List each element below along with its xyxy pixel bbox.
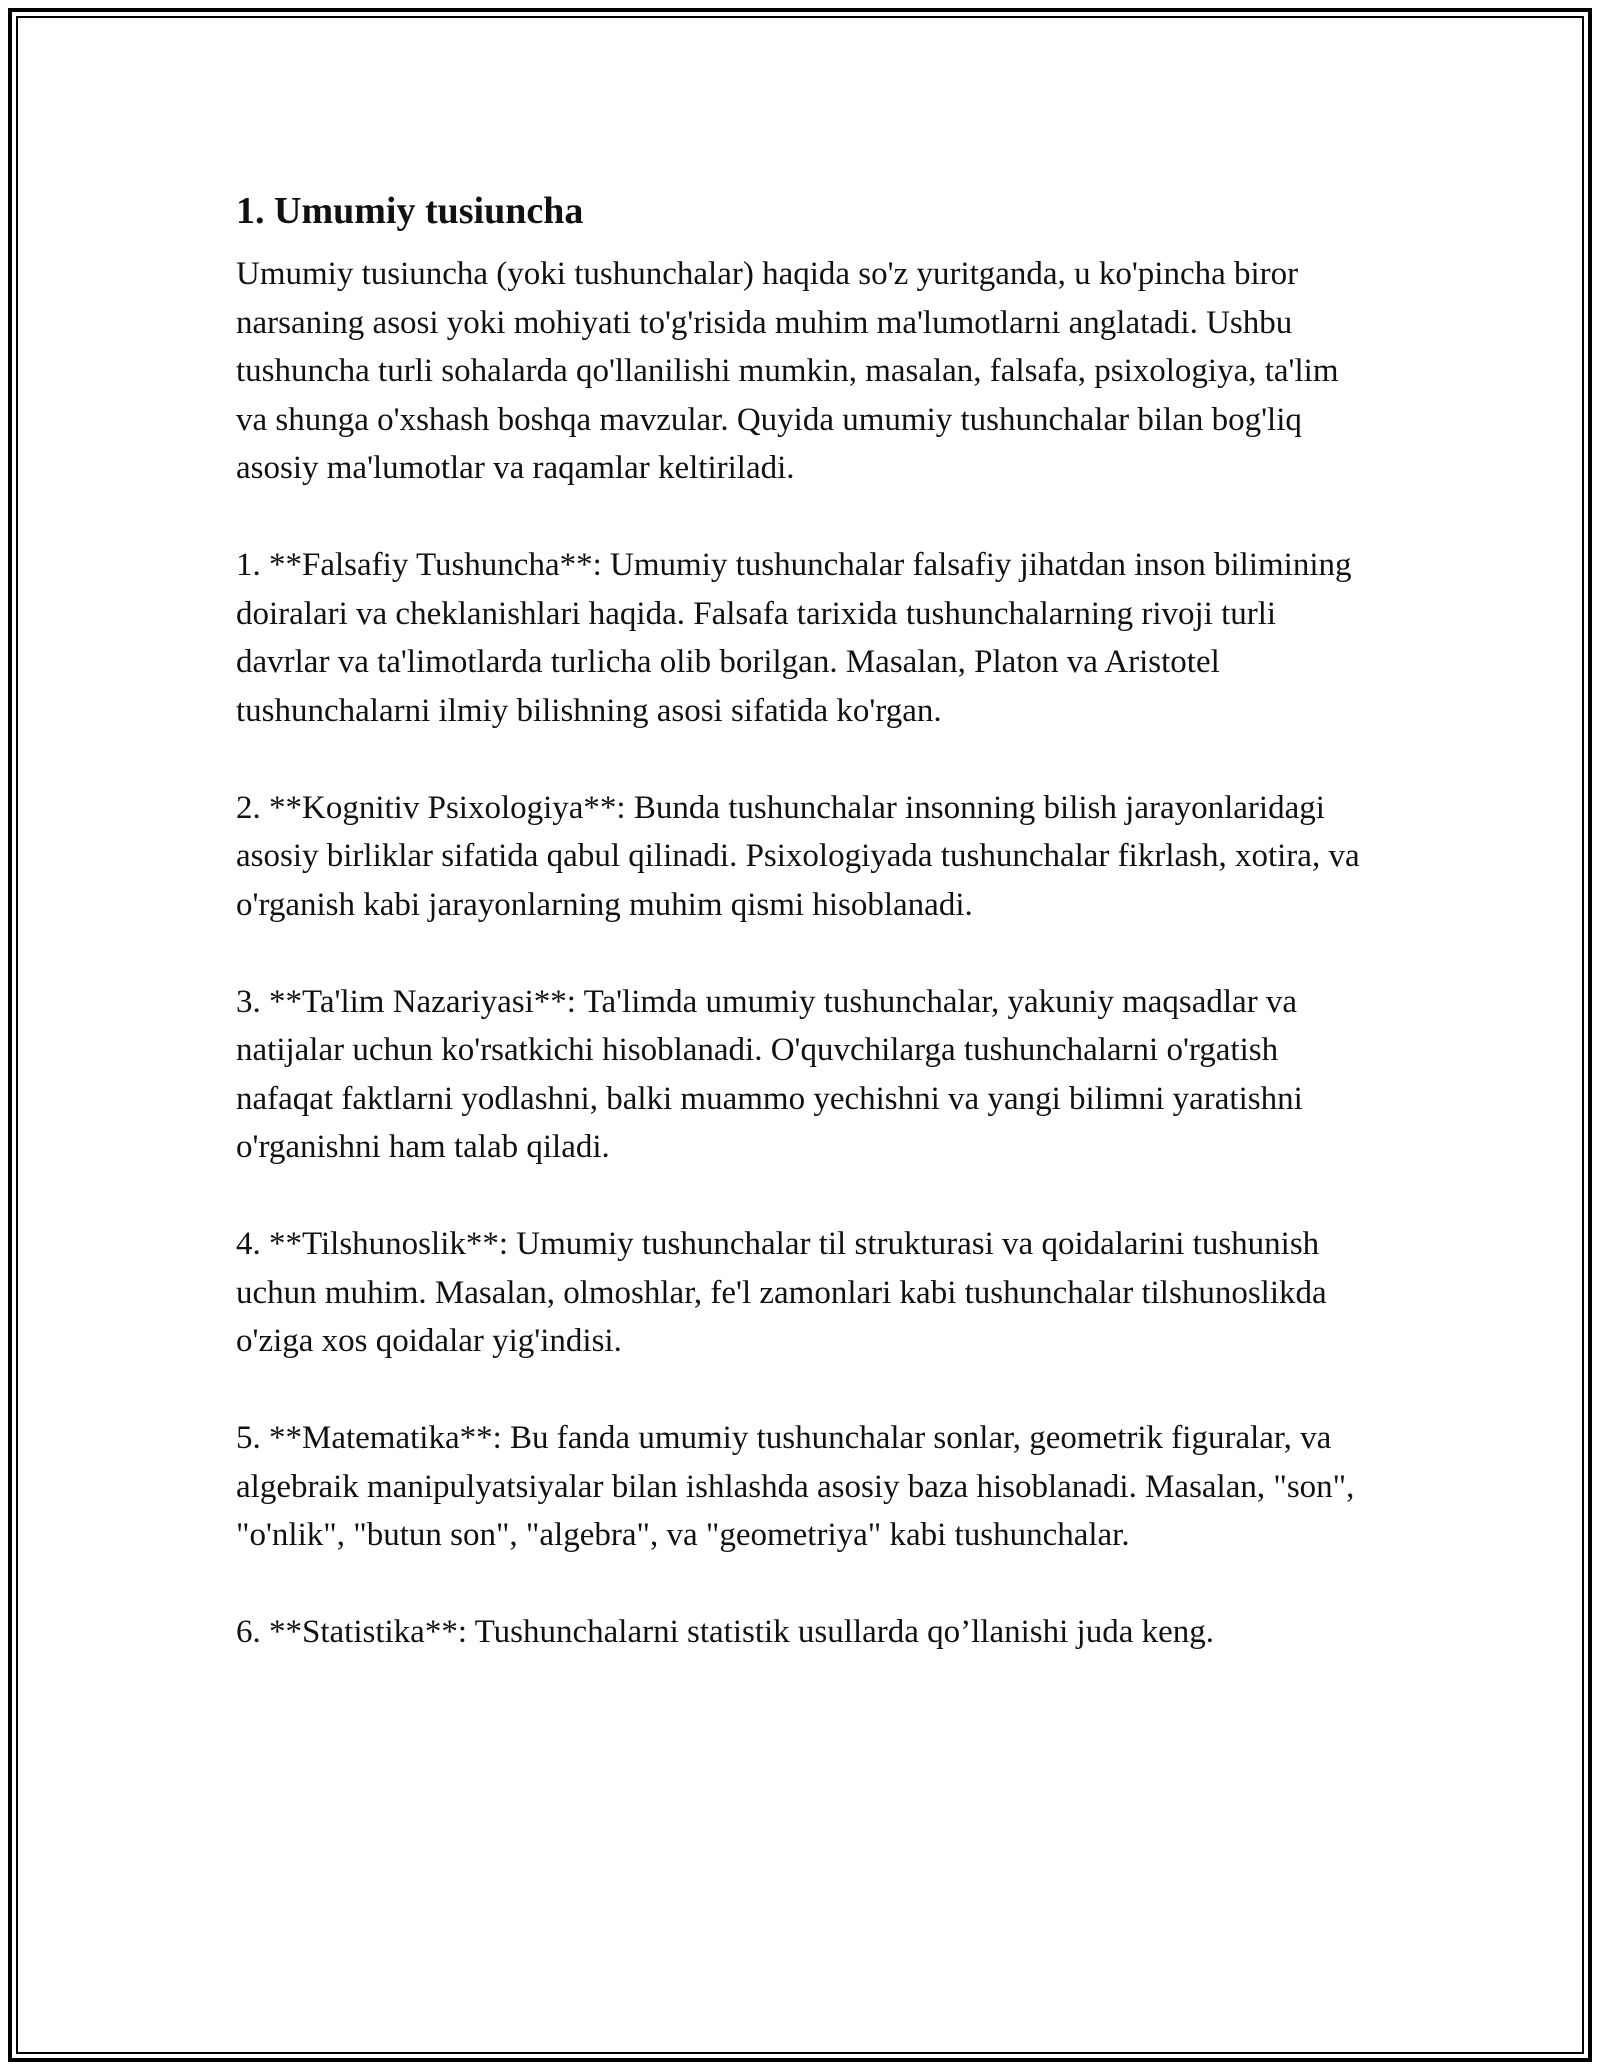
section-heading: 1. Umumiy tusiuncha <box>236 190 584 232</box>
document-body <box>236 186 1366 1705</box>
item-tilshunoslik: 4. **Tilshunoslik**: Umumiy tushunchalar til strukturasi va qoidalarini tushunish uchun muhim. Masalan, olmoshlar, fe'l zamonlari kabi tushunchalar tilshunoslikda o'ziga xos qoidalar yig'indisi. <box>236 1226 1327 1359</box>
item-kognitiv-psixologiya: 2. **Kognitiv Psixologiya**: Bunda tushunchalar insonning bilish jarayonlaridagi asosiy birliklar sifatida qabul qilinadi. Psixologiyada tushunchalar fikrlash, xotira, va o'rganish kabi jarayonlarning muhim qismi hisoblanadi. <box>236 789 1360 923</box>
intro-paragraph: Umumiy tusiuncha (yoki tushunchalar) haqida so'z yuritganda, u ko'pincha biror narsaning asosi yoki mohiyati to'g'risida muhim ma'lumotlarni anglatadi. Ushbu tushuncha turli sohalarda qo'llanilishi mumkin, masalan, falsafa, psixologiya, ta'lim va shunga o'xshash boshqa mavzular. Quyida umumiy tushunchalar bilan bog'liq asosiy ma'lumotlar va raqamlar keltiriladi. <box>236 256 1339 486</box>
item-talim-nazariyasi: 3. **Ta'lim Nazariyasi**: Ta'limda umumiy tushunchalar, yakuniy maqsadlar va natijalar uchun ko'rsatkichi hisoblanadi. O'quvchilarga tushunchalarni o'rgatish nafaqat faktlarni yodlashni, balki muammo yechishni va yangi bilimni yaratishni o'rganishni ham talab qiladi. <box>236 983 1303 1165</box>
item-matematika: 5. **Matematika**: Bu fanda umumiy tushunchalar sonlar, geometrik figuralar, va algebraik manipulyatsiyalar bilan ishlashda asosiy baza hisoblanadi. Masalan, "son", "o'nlik", "butun son", "algebra", va "geometriya" kabi tushunchalar. <box>236 1420 1355 1553</box>
item-statistika: 6. **Statistika**: Tushunchalarni statistik usullarda qo’llanishi juda keng. <box>236 1614 1215 1650</box>
item-falsafiy-tushuncha: 1. **Falsafiy Tushuncha**: Umumiy tushunchalar falsafiy jihatdan inson bilimining doiralari va cheklanishlari haqida. Falsafa tarixida tushunchalarning rivoji turli davrlar va ta'limotlarda turlicha olib borilgan. Masalan, Platon va Aristotel tushunchalarni ilmiy bilishning asosi sifatida ko'rgan. <box>236 547 1352 729</box>
